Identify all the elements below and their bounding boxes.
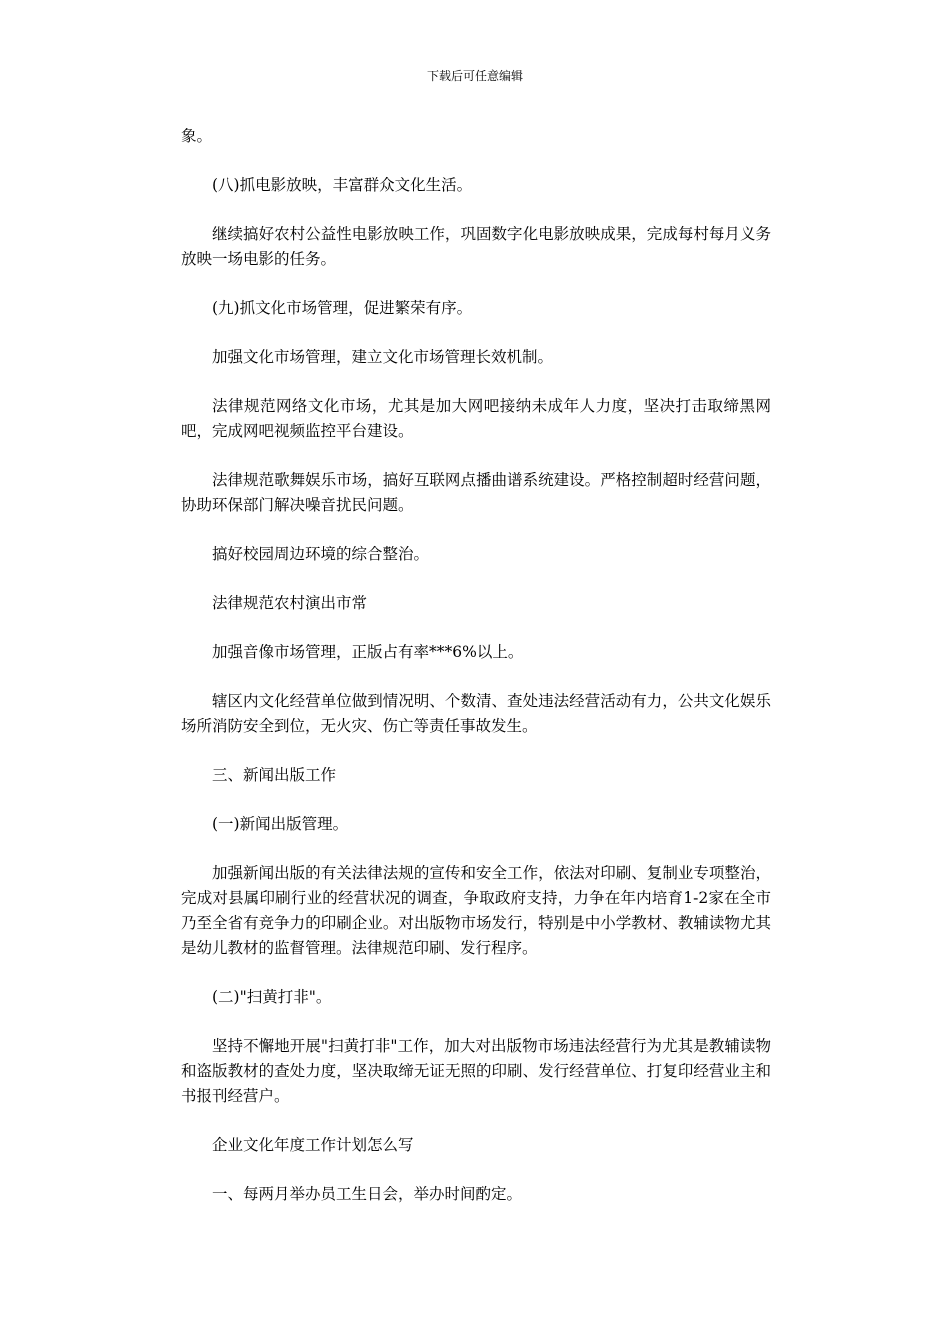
- section-heading: (九)抓文化市场管理，促进繁荣有序。: [212, 299, 473, 317]
- paragraph: 法律规范农村演出市常: [212, 594, 368, 612]
- paragraph: 象。: [181, 127, 213, 145]
- paragraph: 法律规范歌舞娱乐市场，搞好互联网点播曲谱系统建设。严格控制超时经营问题，协助环保部门解决噪音扰民问题。: [181, 471, 771, 514]
- paragraph: 继续搞好农村公益性电影放映工作，巩固数字化电影放映成果，完成每村每月义务放映一场电影的任务。: [181, 225, 771, 268]
- paragraph: 加强新闻出版的有关法律法规的宣传和安全工作，依法对印刷、复制业专项整治，完成对县属印刷行业的经营状况的调查，争取政府支持，力争在年内培育1-2家在全市乃至全省有竞争力的印刷企业。对出版物市场发行，特别是中小学教材、教辅读物尤其是幼儿教材的监督管理。法律规范印刷、发行程序。: [181, 864, 771, 957]
- paragraph: 搞好校园周边环境的综合整治。: [212, 545, 430, 563]
- paragraph: 辖区内文化经营单位做到情况明、个数清、查处违法经营活动有力，公共文化娱乐场所消防安全到位，无火灾、伤亡等责任事故发生。: [181, 692, 771, 735]
- section-heading: (二)"扫黄打非"。: [212, 988, 332, 1006]
- paragraph: 一、每两月举办员工生日会，举办时间酌定。: [212, 1185, 523, 1203]
- section-heading: (八)抓电影放映，丰富群众文化生活。: [212, 176, 473, 194]
- document-title: 企业文化年度工作计划怎么写: [212, 1136, 414, 1154]
- paragraph: 加强文化市场管理，建立文化市场管理长效机制。: [212, 348, 554, 366]
- paragraph: 坚持不懈地开展"扫黄打非"工作，加大对出版物市场违法经营行为尤其是教辅读物和盗版教材的查处力度，坚决取缔无证无照的印刷、发行经营单位、打复印经营业主和书报刊经营户。: [181, 1037, 771, 1105]
- document-body: [181, 124, 771, 1207]
- paragraph: 法律规范网络文化市场，尤其是加大网吧接纳未成年人力度，坚决打击取缔黑网吧，完成网吧视频监控平台建设。: [181, 397, 771, 440]
- page-header: 下载后可任意编辑: [426, 69, 523, 83]
- section-heading: 三、新闻出版工作: [212, 766, 337, 784]
- section-heading: (一)新闻出版管理。: [212, 815, 349, 833]
- paragraph: 加强音像市场管理，正版占有率***6%以上。: [212, 643, 524, 661]
